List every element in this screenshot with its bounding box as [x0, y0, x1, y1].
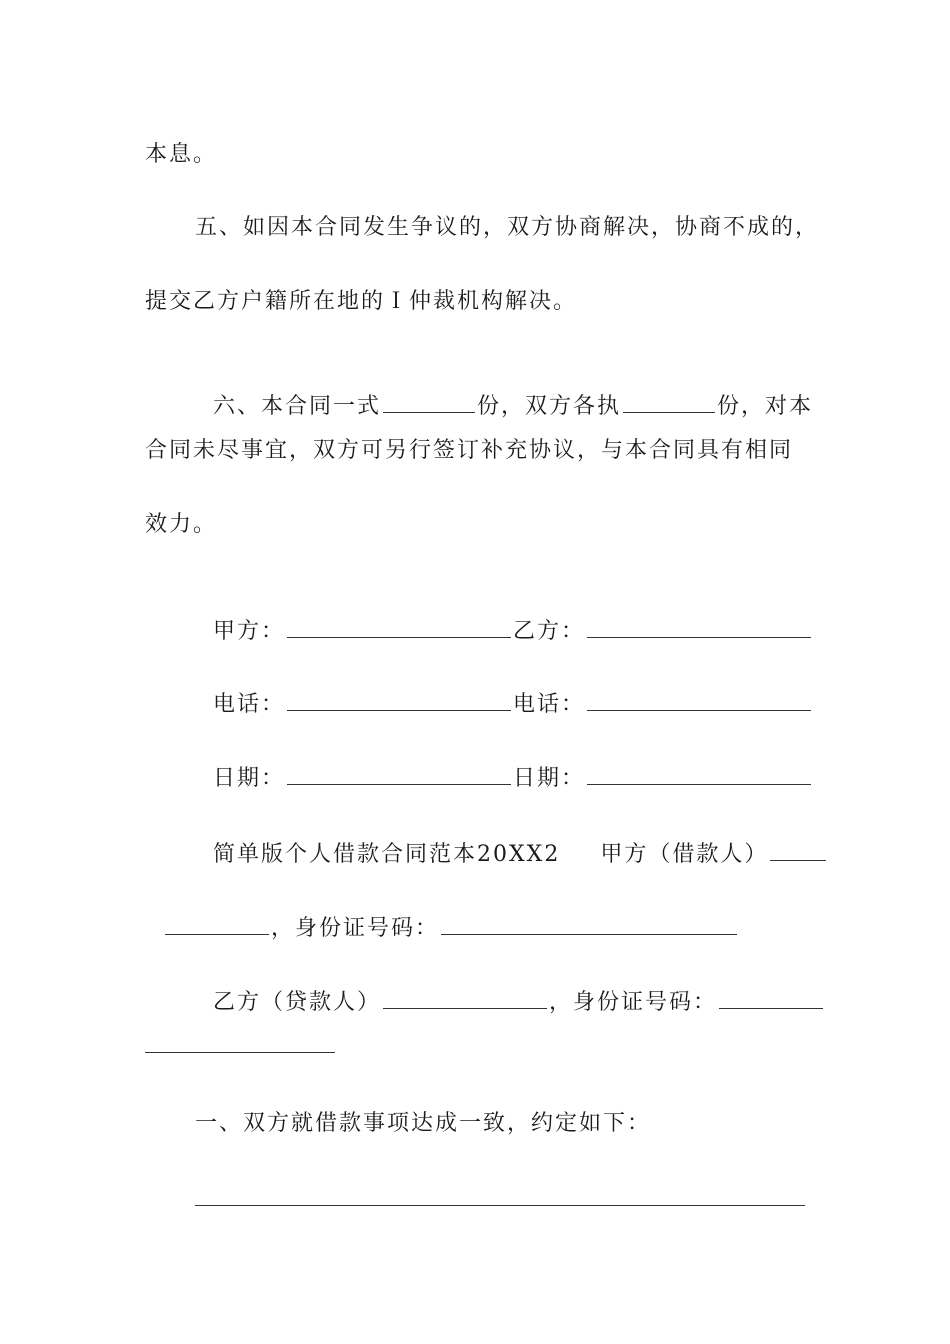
party-a-label: 甲方： — [213, 619, 286, 644]
lender-row — [195, 958, 825, 1018]
borrower-blank[interactable] — [770, 840, 826, 861]
phone-b-blank[interactable] — [587, 690, 811, 711]
date-a-blank[interactable] — [287, 764, 511, 785]
text-line: 合同未尽事宜，双方可另行签订补充协议，与本合同具有相同 — [145, 438, 794, 463]
party-a-blank[interactable] — [287, 617, 511, 638]
text-segment: 份，对本 — [717, 394, 814, 419]
clause-five: 五、如因本合同发生争议的，双方协商解决，协商不成的， — [195, 215, 820, 240]
id-number-label: ，身份证号码： — [271, 916, 440, 941]
borrower-id-row — [145, 884, 739, 944]
borrower-label: 甲方（借款人） — [600, 842, 769, 867]
party-row — [195, 587, 813, 647]
date-b-label: 日期： — [513, 766, 586, 791]
agreement-blank[interactable] — [195, 1205, 805, 1206]
lender-blank[interactable] — [383, 988, 547, 1009]
text-line: 效力。 — [145, 512, 218, 537]
phone-b-label: 电话： — [513, 692, 586, 717]
date-a-label: 日期： — [213, 766, 286, 791]
borrower-name-blank[interactable] — [165, 914, 269, 935]
clause-one: 一、双方就借款事项达成一致，约定如下： — [195, 1111, 652, 1136]
text-segment: 份，双方各执 — [477, 394, 622, 419]
copies-each-blank[interactable] — [623, 392, 715, 413]
borrower-id-blank[interactable] — [441, 914, 737, 935]
lender-label: 乙方（贷款人） — [213, 990, 382, 1015]
lender-id-blank[interactable] — [719, 988, 823, 1009]
contract-title: 简单版个人借款合同范本20XX2 — [213, 842, 561, 867]
text-line: 提交乙方户籍所在地的Ｉ仲裁机构解决。 — [145, 289, 578, 314]
clause-six — [195, 362, 813, 422]
text-segment: 六、本合同一式 — [213, 394, 382, 419]
copies-blank[interactable] — [383, 392, 475, 413]
phone-a-label: 电话： — [213, 692, 286, 717]
lender-id-continuation-blank[interactable] — [145, 1052, 335, 1053]
text-line: 本息。 — [145, 142, 218, 167]
party-b-blank[interactable] — [587, 617, 811, 638]
contract-title-row — [195, 810, 828, 870]
date-row — [195, 734, 813, 794]
date-b-blank[interactable] — [587, 764, 811, 785]
phone-row — [195, 660, 813, 720]
party-b-label: 乙方： — [513, 619, 586, 644]
phone-a-blank[interactable] — [287, 690, 511, 711]
id-number-label: ，身份证号码： — [549, 990, 718, 1015]
